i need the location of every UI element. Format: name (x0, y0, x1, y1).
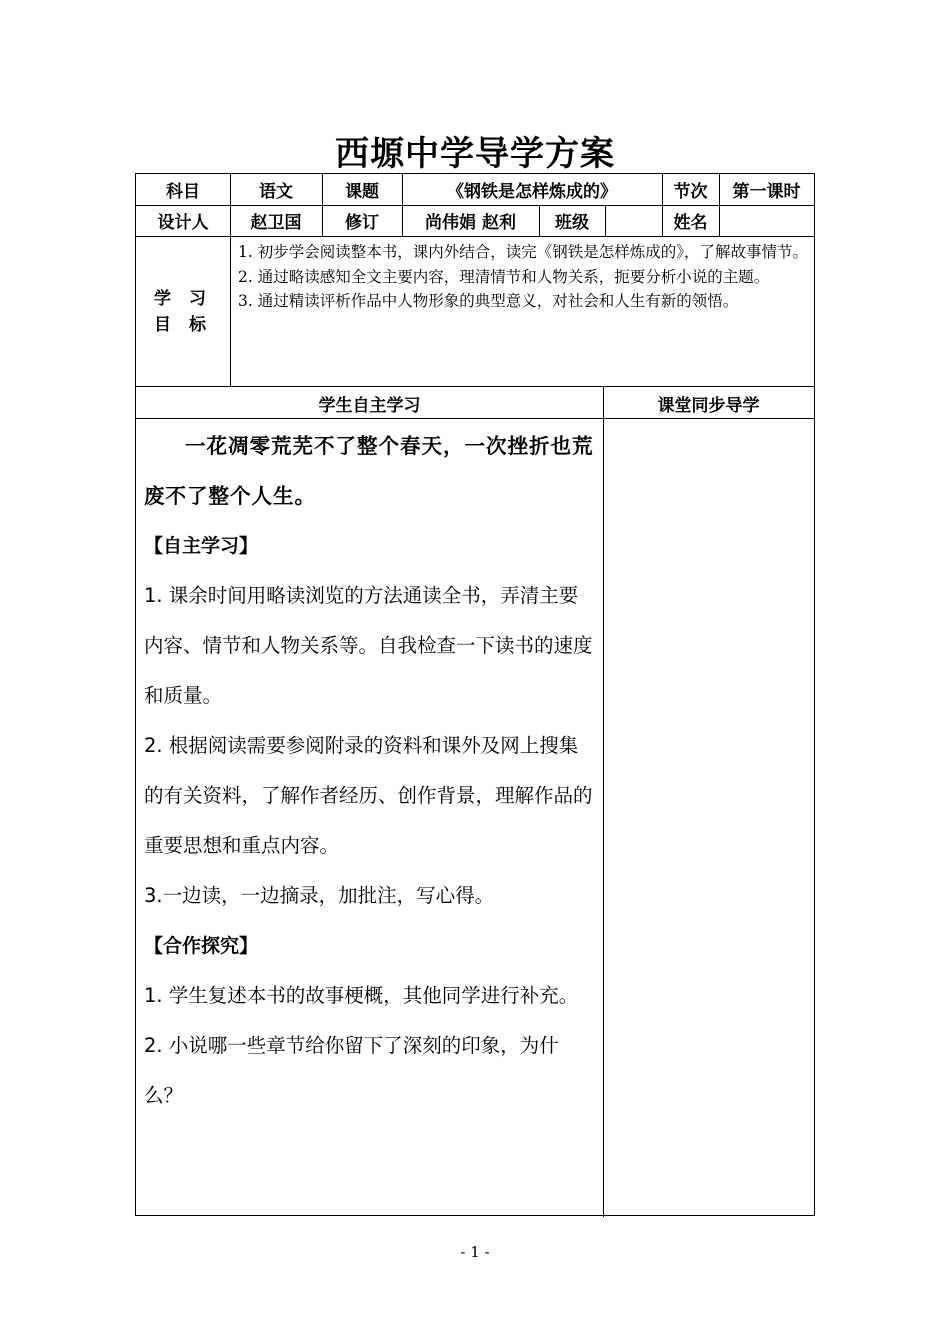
goals-label (136, 238, 230, 386)
right-column-header: 课堂同步导学 (657, 395, 760, 416)
subject-label: 科目 (166, 182, 200, 202)
topic-label: 课题 (345, 182, 379, 202)
row-divider (136, 418, 814, 419)
page-title: 西塬中学导学方案 (335, 134, 615, 174)
session-label: 节次 (673, 182, 708, 202)
col-divider (603, 386, 604, 1217)
row-divider (136, 236, 814, 237)
section-heading-self-study: 【自主学习】 (144, 535, 259, 557)
subject-value: 语文 (259, 182, 293, 202)
study-item: 1. 课余时间用略读浏览的方法通读全书，弄清主要内容、情节和人物关系等。自我检查一下读书的速度和质量。 (144, 584, 593, 707)
section-heading-cooperative: 【合作探究】 (144, 935, 259, 957)
topic-value: 《钢铁是怎样炼成的》 (447, 182, 617, 202)
goal-item: 2. 通过略读感知全文主要内容，理清情节和人物关系，扼要分析小说的主题。 (238, 267, 770, 286)
row-divider (136, 386, 814, 387)
goal-item: 1. 初步学会阅读整本书，课内外结合，读完《钢铁是怎样炼成的》，了解故事情节。 (238, 243, 808, 261)
study-item: 2. 根据阅读需要参阅附录的资料和课外及网上搜集的有关资料，了解作者经历、创作背景，理解作品的重要思想和重点内容。 (144, 734, 593, 857)
goals-list (238, 240, 808, 314)
goals-label-line2: 目 标 (154, 315, 212, 335)
self-study-content (144, 421, 596, 1121)
revise-value: 尚伟娟 赵利 (425, 213, 516, 233)
revise-label: 修订 (345, 213, 379, 233)
motto: 一花凋零荒芜不了整个春天，一次挫折也荒废不了整个人生。 (144, 434, 594, 508)
study-item: 2. 小说哪一些章节给你留下了深刻的印象，为什么？ (144, 1034, 559, 1107)
designer-label: 设计人 (157, 213, 209, 233)
goal-item: 3. 通过精读评析作品中人物形象的典型意义，对社会和人生有新的领悟。 (238, 292, 739, 310)
designer-value: 赵卫国 (250, 213, 302, 233)
session-value: 第一课时 (732, 182, 801, 202)
study-item: 1. 学生复述本书的故事梗概，其他同学进行补充。 (144, 984, 579, 1007)
lesson-plan-table (135, 173, 815, 1216)
left-column-header: 学生自主学习 (318, 395, 421, 416)
study-item: 3.一边读，一边摘录，加批注，写心得。 (144, 884, 495, 907)
class-value[interactable] (605, 205, 662, 236)
name-label: 姓名 (673, 213, 708, 233)
class-label: 班级 (555, 213, 589, 233)
page-number: - 1 - (460, 1243, 490, 1261)
name-value[interactable] (719, 205, 814, 236)
col-divider (230, 236, 231, 386)
goals-label-line1: 学 习 (154, 289, 212, 309)
